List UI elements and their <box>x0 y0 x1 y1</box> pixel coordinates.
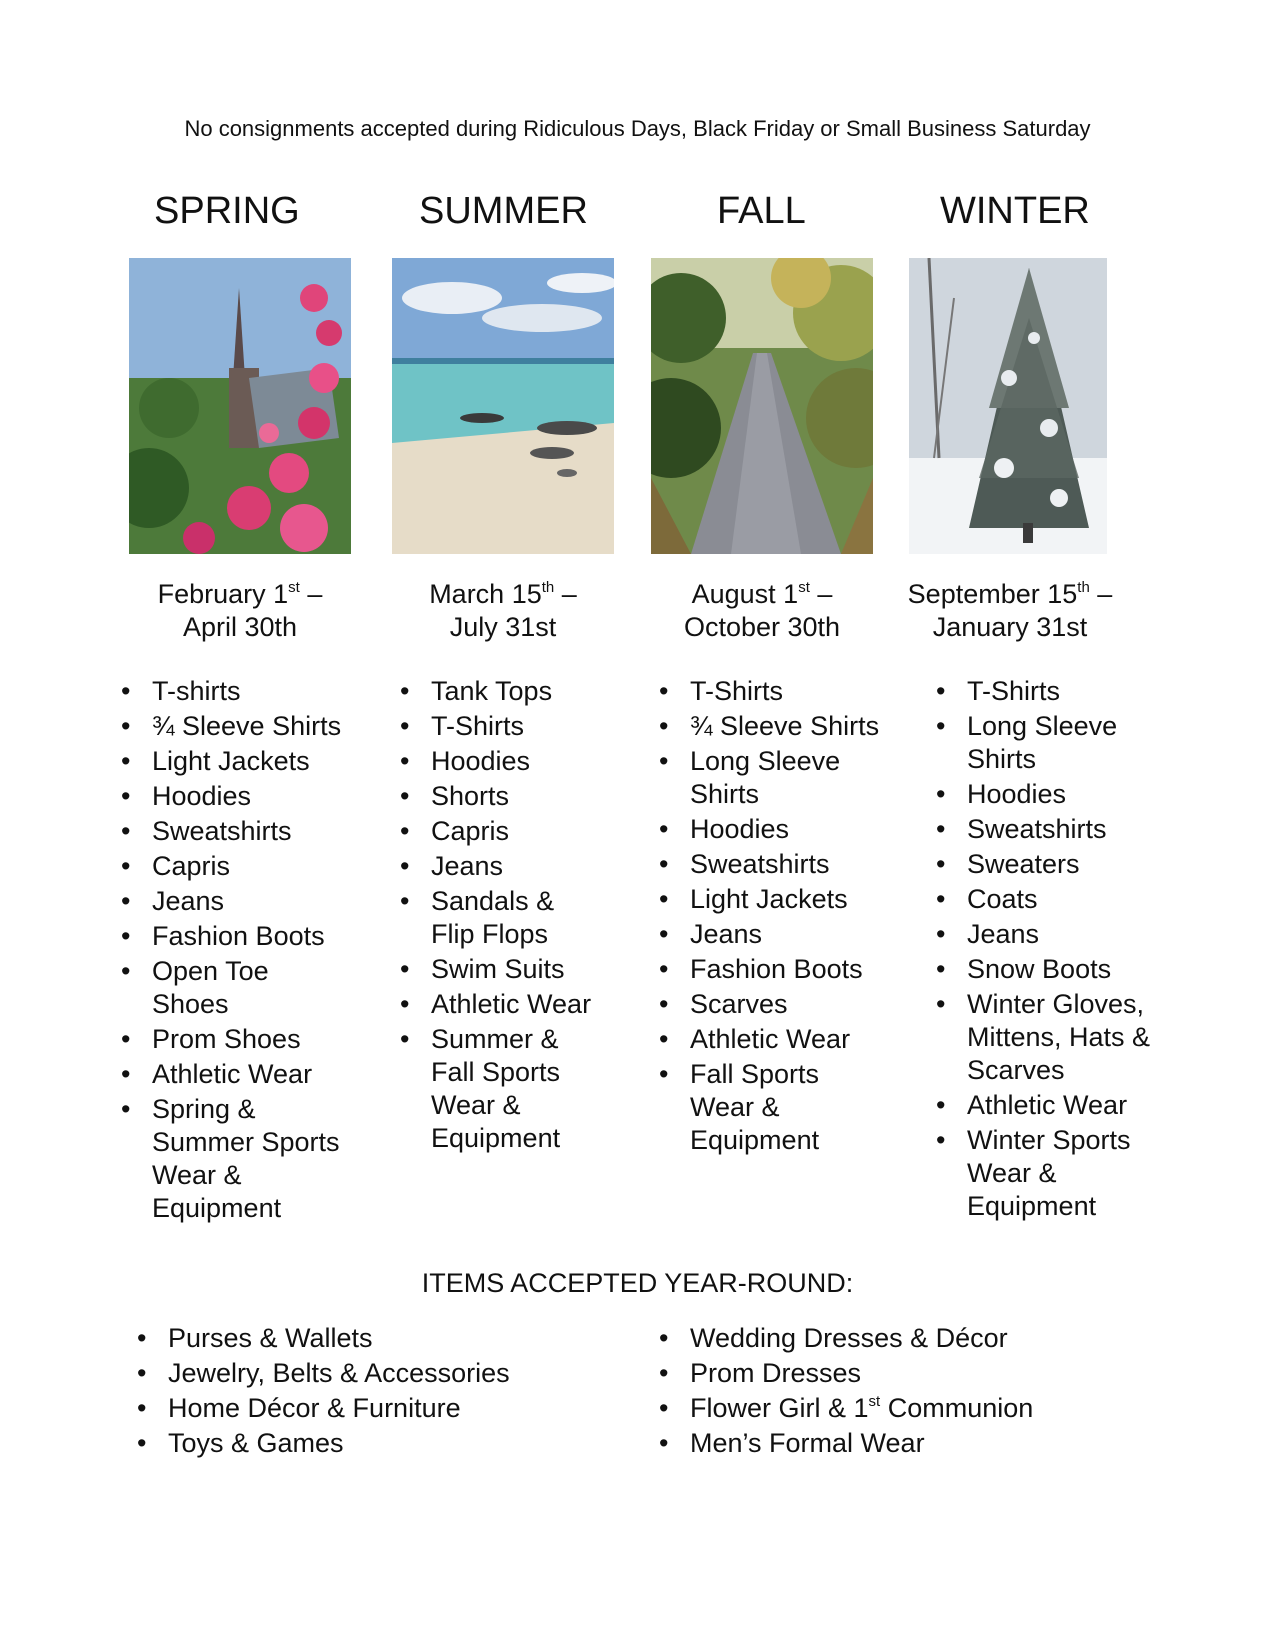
list-item: • Winter Gloves, Mittens, Hats & Scarves <box>936 988 1167 1087</box>
season-dates-summer <box>392 578 614 644</box>
list-item: • Jeans <box>121 885 361 918</box>
winter-photo <box>909 258 1107 554</box>
list-item: • Men’s Formal Wear <box>659 1427 1033 1460</box>
date-start: March 15 <box>429 579 542 609</box>
list-item: • Capris <box>400 815 620 848</box>
date-end: July 31st <box>449 612 557 642</box>
list-item: • Fashion Boots <box>121 920 361 953</box>
list-item: • Athletic Wear <box>400 988 620 1021</box>
list-item: • Winter Sports Wear & Equipment <box>936 1124 1147 1223</box>
season-dates-fall <box>651 578 873 644</box>
list-item: • ¾ Sleeve Shirts <box>121 710 361 743</box>
date-suffix: st <box>288 579 300 596</box>
date-dash: – <box>299 579 323 609</box>
item-text-pre: Flower Girl & 1 <box>690 1393 869 1423</box>
list-item: • Jewelry, Belts & Accessories <box>137 1357 510 1390</box>
item-text-post: Communion <box>880 1393 1034 1423</box>
year-round-items-left <box>137 1322 510 1462</box>
season-items-spring <box>121 675 361 1227</box>
list-item: • Purses & Wallets <box>137 1322 510 1355</box>
consignment-notice: No consignments accepted during Ridiculous Days, Black Friday or Small Business Saturday <box>184 116 1091 141</box>
list-item: • Sweatshirts <box>936 813 1166 846</box>
season-items-fall <box>659 675 899 1159</box>
list-item: • Hoodies <box>121 780 361 813</box>
summer-photo <box>392 258 614 554</box>
season-dates-spring <box>129 578 351 644</box>
list-item: • Jeans <box>659 918 899 951</box>
season-dates-winter <box>895 578 1125 644</box>
list-item: • T-shirts <box>121 675 361 708</box>
list-item: • Sweatshirts <box>659 848 899 881</box>
list-item: • Fall Sports Wear & Equipment <box>659 1058 860 1157</box>
list-item: • Light Jackets <box>659 883 899 916</box>
season-title-spring: SPRING <box>154 190 300 232</box>
date-start: February 1 <box>157 579 289 609</box>
list-item: • Long Sleeve Shirts <box>659 745 860 811</box>
list-item: • Long Sleeve Shirts <box>936 710 1137 776</box>
list-item: • Sweatshirts <box>121 815 361 848</box>
list-item: • Shorts <box>400 780 620 813</box>
season-items-winter <box>936 675 1166 1225</box>
year-round-title: ITEMS ACCEPTED YEAR-ROUND: <box>421 1268 854 1298</box>
list-item: • Hoodies <box>400 745 620 778</box>
date-start: September 15 <box>907 579 1078 609</box>
list-item: • Open Toe Shoes <box>121 955 292 1021</box>
list-item: • T-Shirts <box>659 675 899 708</box>
date-start: August 1 <box>691 579 799 609</box>
date-end: January 31st <box>932 612 1088 642</box>
list-item: • Summer & Fall Sports Wear & Equipment <box>400 1023 581 1155</box>
list-item: • Athletic Wear <box>121 1058 361 1091</box>
season-items-summer <box>400 675 620 1157</box>
year-round-items-right <box>659 1322 1033 1462</box>
fall-photo <box>651 258 873 554</box>
list-item: • Prom Shoes <box>121 1023 361 1056</box>
date-suffix: th <box>1077 579 1090 596</box>
season-title-winter: WINTER <box>940 190 1090 232</box>
date-dash: – <box>1089 579 1113 609</box>
season-title-fall: FALL <box>717 190 806 232</box>
list-item: • Toys & Games <box>137 1427 510 1460</box>
list-item: • Capris <box>121 850 361 883</box>
item-text-sup: st <box>868 1393 881 1410</box>
list-item: • Wedding Dresses & Décor <box>659 1322 1033 1355</box>
date-suffix: th <box>541 579 555 596</box>
list-item: • Snow Boots <box>936 953 1166 986</box>
date-end: April 30th <box>182 612 298 642</box>
list-item: • ¾ Sleeve Shirts <box>659 710 899 743</box>
date-suffix: st <box>798 579 810 596</box>
list-item: • Scarves <box>659 988 899 1021</box>
date-end: October 30th <box>683 612 841 642</box>
list-item: • Athletic Wear <box>936 1089 1166 1122</box>
list-item: • Hoodies <box>659 813 899 846</box>
list-item: • Sandals & Flip Flops <box>400 885 581 951</box>
list-item: • Spring & Summer Sports Wear & Equipment <box>121 1093 357 1225</box>
date-dash: – <box>809 579 833 609</box>
list-item: • Jeans <box>936 918 1166 951</box>
list-item: • Jeans <box>400 850 620 883</box>
list-item: • Light Jackets <box>121 745 361 778</box>
spring-photo <box>129 258 351 554</box>
list-item: • Athletic Wear <box>659 1023 899 1056</box>
list-item: • T-Shirts <box>400 710 620 743</box>
list-item: • Swim Suits <box>400 953 620 986</box>
list-item <box>659 1392 1033 1425</box>
season-title-summer: SUMMER <box>419 190 588 232</box>
list-item: • Coats <box>936 883 1166 916</box>
list-item: • Home Décor & Furniture <box>137 1392 510 1425</box>
list-item: • Sweaters <box>936 848 1166 881</box>
list-item: • T-Shirts <box>936 675 1166 708</box>
list-item: • Prom Dresses <box>659 1357 1033 1390</box>
list-item: • Tank Tops <box>400 675 620 708</box>
list-item: • Fashion Boots <box>659 953 899 986</box>
list-item: • Hoodies <box>936 778 1166 811</box>
date-dash: – <box>554 579 577 609</box>
